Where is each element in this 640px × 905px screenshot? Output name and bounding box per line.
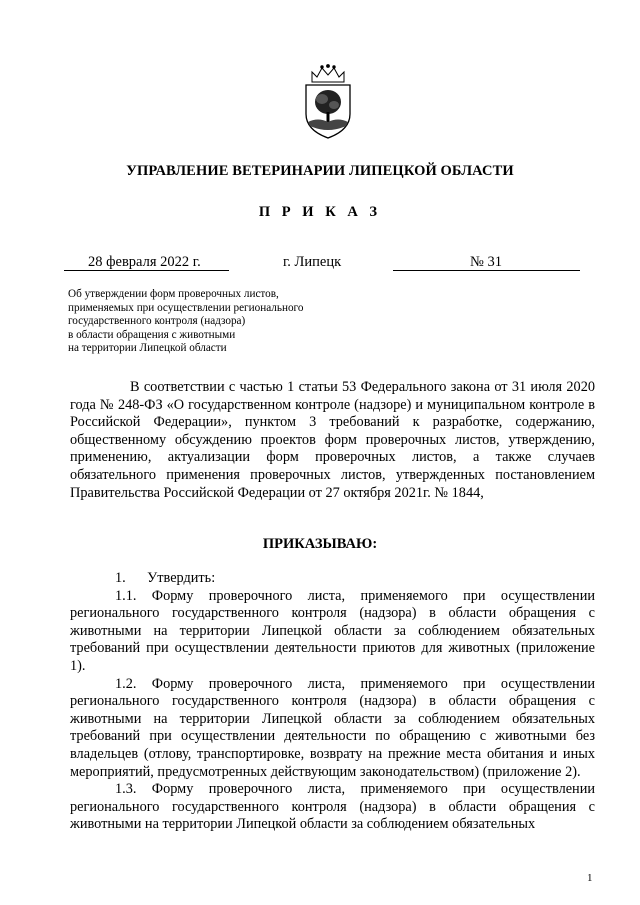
item-1-2: 1.2. Форму проверочного листа, применяемого при осуществлении регионального государственного контроля (надзора) в области обращения с животными на территории Липецкой области за соблюдением обязательных требований при осуществлении деятельности по обращению с животными без владельцев (отлову, транспортировке, возврату на прежние места обитания и иных мероприятий, предусмотренных действующим законодательством) (приложение 2). xyxy=(70,675,595,780)
subject-line: применяемых при осуществлении регионального xyxy=(68,301,304,314)
order-date: 28 февраля 2022 г. xyxy=(88,254,201,270)
subject-line: Об утверждении форм проверочных листов, xyxy=(68,288,279,300)
subject-line: государственного контроля (надзора) xyxy=(68,315,246,328)
subject-line: на территории Липецкой области xyxy=(68,342,227,355)
page-number: 1 xyxy=(587,872,593,884)
preamble-paragraph: В соответствии с частью 1 статьи 53 Федерального закона от 31 июля 2020 года № 248-ФЗ «О государственном контроле (надзоре) и муниципальном контроле в Российской Федерации», пунктом 3 требований к разработке, содержанию, общественному обсуждению проектов форм проверочных листов, утверждению, применению, актуализации форм проверочных листов, а также случаев обязательного применения проверочных листов, утвержденных постановлением Правительства Российской Федерации от 27 октября 2021г. № 1844, xyxy=(70,379,595,501)
order-city: г. Липецк xyxy=(283,254,342,270)
order-heading: ПРИКАЗЫВАЮ: xyxy=(262,536,378,552)
order-subject xyxy=(68,288,388,356)
item-1: 1. Утвердить: xyxy=(115,570,216,586)
preamble xyxy=(70,379,595,502)
subject-line: в области обращения с животными xyxy=(68,328,236,341)
organization-title: УПРАВЛЕНИЕ ВЕТЕРИНАРИИ ЛИПЕЦКОЙ ОБЛАСТИ xyxy=(126,163,514,179)
order-number: № 31 xyxy=(470,254,502,270)
document-type: П Р И К А З xyxy=(258,204,382,220)
item-1-1: 1.1. Форму проверочного листа, применяемого при осуществлении регионального государственного контроля (надзора) в области обращения с животными на территории Липецкой области за соблюдением обязательных требований при осуществлении деятельности приютов для животных (приложение 1). xyxy=(70,587,595,674)
date-underline xyxy=(64,270,229,271)
order-body xyxy=(70,570,595,834)
item-1-3: 1.3. Форму проверочного листа, применяемого при осуществлении регионального государственного контроля (надзора) в области обращения с животными на территории Липецкой области за соблюдением обязательных xyxy=(70,781,595,833)
coat-of-arms-icon xyxy=(300,62,356,140)
number-underline xyxy=(393,270,580,271)
